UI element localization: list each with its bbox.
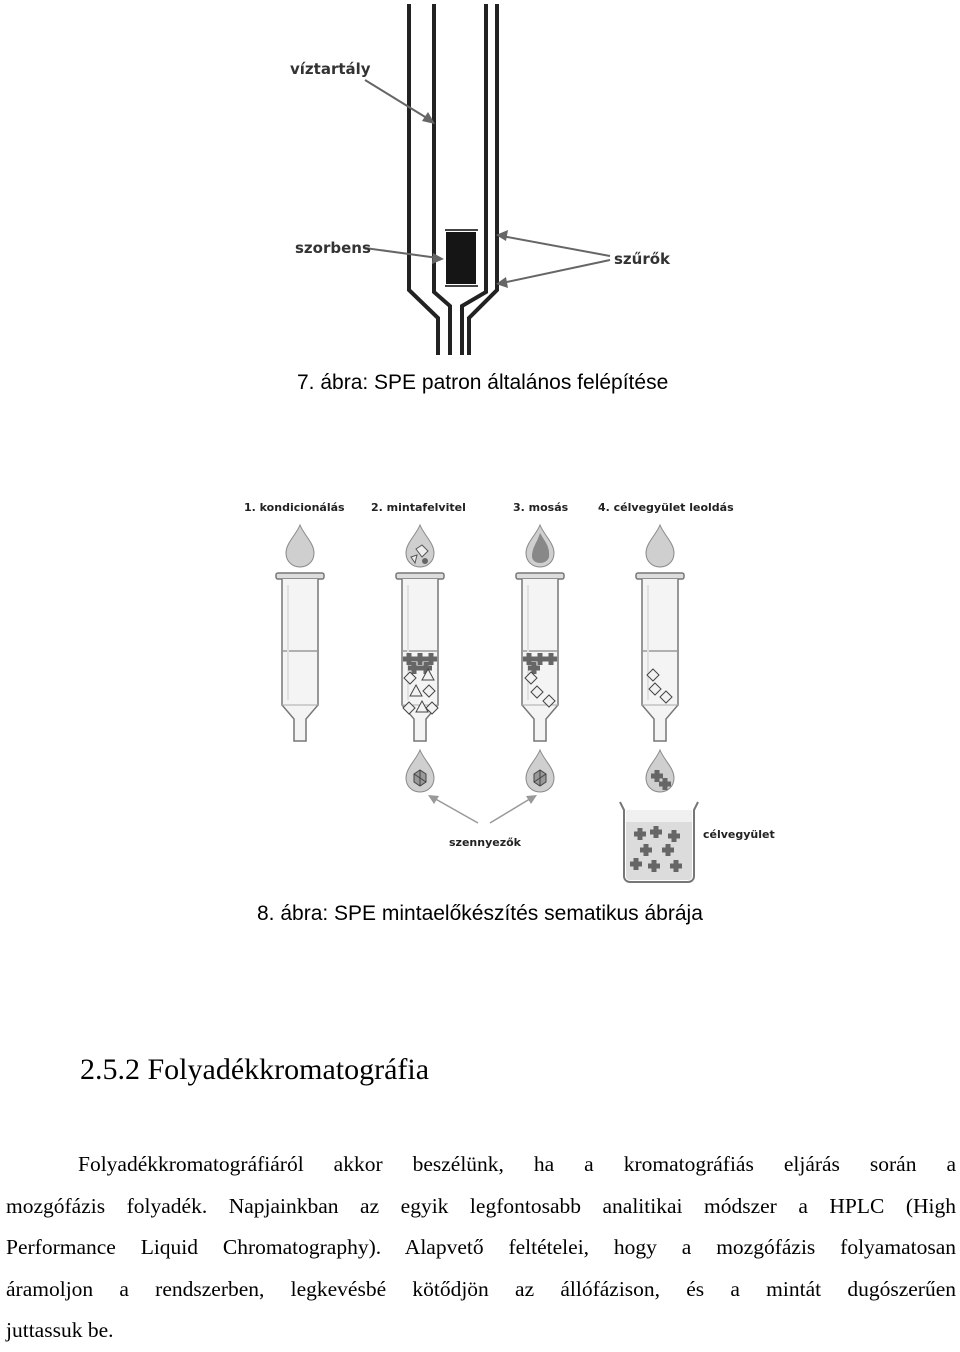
paragraph-line-5: juttassuk be. bbox=[6, 1318, 114, 1342]
step-1-column bbox=[276, 573, 324, 741]
step-3-impurity-drop bbox=[526, 750, 554, 792]
sorbent-arrow bbox=[365, 248, 438, 258]
step-4-drop bbox=[646, 525, 674, 567]
impurity-arrow-left bbox=[432, 797, 478, 823]
impurities-label: szennyezők bbox=[449, 836, 521, 849]
step-2-column bbox=[396, 573, 444, 741]
step-4-label: 4. célvegyület leoldás bbox=[598, 501, 734, 514]
step-4-target-drop bbox=[646, 750, 674, 792]
step-3-label: 3. mosás bbox=[513, 501, 569, 514]
step-1-drop bbox=[286, 525, 314, 567]
filter-arrow-lower bbox=[502, 260, 610, 283]
sorbent-bed bbox=[446, 232, 476, 284]
cartridge-inner-wall bbox=[434, 4, 450, 355]
step-2-drop bbox=[406, 525, 434, 567]
reservoir-label: víztartály bbox=[290, 60, 371, 78]
reservoir-arrow bbox=[365, 80, 430, 120]
step-3-drop bbox=[526, 525, 554, 567]
section-paragraph bbox=[6, 1144, 956, 1352]
figure-8-caption: 8. ábra: SPE mintaelőkészítés sematikus ábrája bbox=[257, 902, 703, 925]
filter-arrow-upper bbox=[502, 236, 610, 256]
spe-steps-figure bbox=[0, 515, 960, 885]
step-1-label: 1. kondicionálás bbox=[244, 501, 345, 514]
paragraph-line-1: Folyadékkromatográfiáról akkor beszélünk, ha a kromatográfiás eljárás során a bbox=[78, 1152, 956, 1176]
step-2-label: 2. mintafelvitel bbox=[371, 501, 466, 514]
beaker bbox=[620, 802, 698, 882]
impurity-arrow-right bbox=[490, 797, 533, 823]
spe-cartridge-figure bbox=[0, 0, 960, 360]
filters-label: szűrők bbox=[614, 250, 671, 268]
sorbent-label: szorbens bbox=[295, 239, 371, 257]
figure-7-caption: 7. ábra: SPE patron általános felépítése bbox=[297, 371, 669, 394]
paragraph-line-3: Performance Liquid Chromatography). Alapvető feltételei, hogy a mozgófázis folyamatosan bbox=[6, 1235, 956, 1259]
step-3-column bbox=[516, 573, 564, 741]
paragraph-line-4: áramoljon a rendszerben, legkevésbé kötődjön az állófázison, és a mintát dugószerűen bbox=[6, 1276, 956, 1301]
step-2-impurity-drop bbox=[406, 750, 434, 792]
step-4-column bbox=[636, 573, 684, 741]
paragraph-line-2: mozgófázis folyadék. Napjainkban az egyik legfontosabb analitikai módszer a HPLC (High bbox=[6, 1193, 956, 1218]
target-compound-label: célvegyület bbox=[703, 828, 775, 841]
section-heading: 2.5.2 Folyadékkromatográfia bbox=[80, 1053, 430, 1086]
